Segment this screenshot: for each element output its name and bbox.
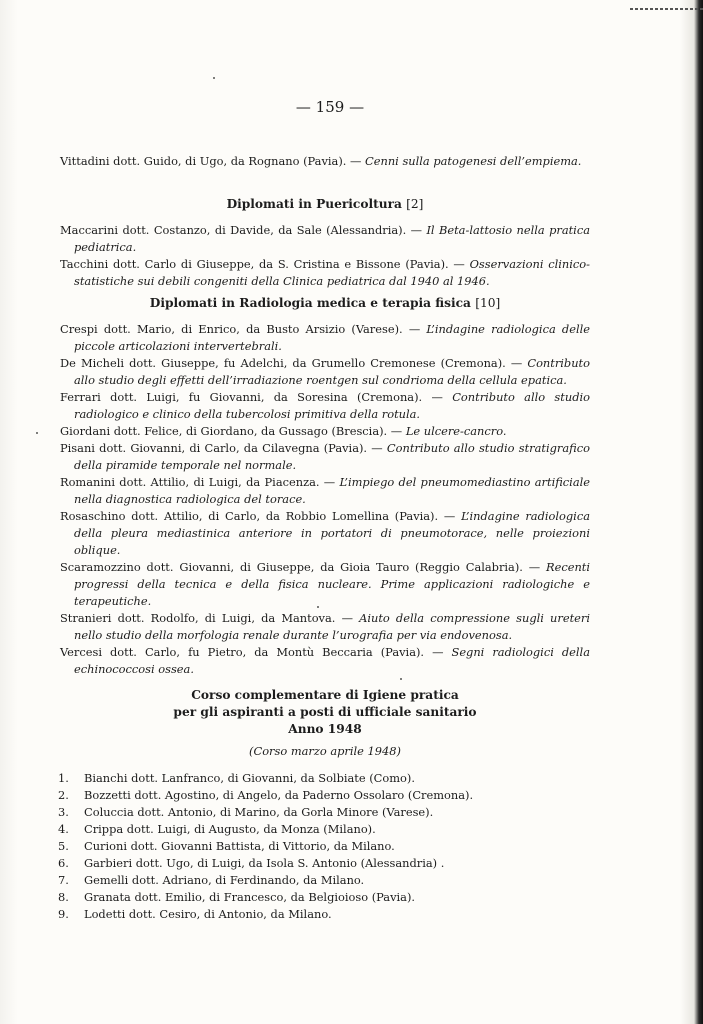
list-number: 5. [58,839,69,853]
entry [60,389,590,423]
list-number: 9. [58,907,69,921]
list-item [58,855,473,872]
puericoltura-list [60,222,590,290]
heading-line: per gli aspiranti a posti di ufficiale sanitario [173,705,477,719]
entry-author: Vercesi dott. Carlo, fu Pietro, da Montù Beccaria (Pavia). — [60,645,452,659]
list-text: Curioni dott. Giovanni Battista, di Vittorio, da Milano. [84,839,395,853]
list-text: Bozzetti dott. Agostino, di Angelo, da Paderno Ossolaro (Cremona). [84,788,474,802]
entry [60,256,590,290]
heading-text: Diplomati in Puericoltura [226,197,402,211]
list-item [58,906,473,923]
list-number: 8. [58,890,69,904]
entry-author: De Micheli dott. Giuseppe, fu Adelchi, da Grumello Cremonese (Cremona). — [60,356,528,370]
entry-thesis-title: Segni radiologici della echinococcosi ossea. [74,645,590,676]
entry-author: Crespi dott. Mario, di Enrico, da Busto Arsizio (Varese). — [60,322,427,336]
entry-thesis-title: L’indagine radiologica della pleura mediastinica anteriore in portatori di pneumotorace, nelle proiezioni oblique. [74,509,590,557]
entry-author: Stranieri dott. Rodolfo, di Luigi, da Mantova. — [60,611,360,625]
list-item [58,889,473,906]
intro-entry [60,153,590,170]
entry-thesis-title: Il Beta-lattosio nella pratica pediatrica. [74,223,590,254]
entry-thesis-title: Aiuto della compressione sugli ureteri nello studio della morfologia renale durante l’urografia per via endovenosa. [74,611,590,642]
entry [60,355,590,389]
entry-author: Giordani dott. Felice, di Giordano, da Gussago (Brescia). — [60,424,406,438]
scan-speck [213,77,215,79]
entry [60,559,590,610]
entry [60,610,590,644]
entry-thesis-title: L’indagine radiologica delle piccole articolazioni intervertebrali. [74,322,590,353]
entry-author: Ferrari dott. Luigi, fu Giovanni, da Soresina (Cremona). — [60,390,453,404]
entry-author: Scaramozzino dott. Giovanni, di Giuseppe, da Gioia Tauro (Reggio Calabria). — [60,560,546,574]
list-text: Garbieri dott. Ugo, di Luigi, da Isola S. Antonio (Alessandria) . [84,856,445,870]
list-item [58,787,473,804]
section-heading-puericoltura [60,197,590,211]
entry-thesis-title: Recenti progressi della tecnica e della fisica nucleare. Prime applicazioni radiologiche e terapeutiche. [74,560,590,608]
scan-speck [36,432,38,434]
list-item [58,770,473,787]
entry-author: Romanini dott. Attilio, di Luigi, da Piacenza. — [60,475,340,489]
entry-author: Pisani dott. Giovanni, di Carlo, da Cilavegna (Pavia). — [60,441,387,455]
list-item [58,821,473,838]
entry [60,508,590,559]
list-text: Crippa dott. Luigi, di Augusto, da Monza (Milano). [84,822,376,836]
entry-author: Rosaschino dott. Attilio, di Carlo, da Robbio Lomellina (Pavia). — [60,509,462,523]
entry-thesis-title: Cenni sulla patogenesi dell’empiema. [365,154,582,168]
list-item [58,838,473,855]
igiene-numbered-list [58,770,473,923]
list-item [58,872,473,889]
radiologia-list [60,321,590,678]
heading-count: [10] [475,296,501,310]
entry-thesis-title: L’impiego del pneumomediastino artificiale nella diagnostica radiologica del torace. [74,475,591,506]
section-heading-igiene [60,687,590,738]
entry-thesis-title: Le ulcere-cancro. [405,424,507,438]
entry-thesis-title: Contributo allo studio stratigrafico della piramide temporale nel normale. [74,441,590,472]
list-text: Lodetti dott. Cesiro, di Antonio, da Milano. [84,907,332,921]
list-text: Granata dott. Emilio, di Francesco, da Belgioioso (Pavia). [84,890,416,904]
entry [60,153,590,170]
list-number: 7. [58,873,69,887]
entry [60,440,590,474]
entry-author: Tacchini dott. Carlo di Giuseppe, da S. Cristina e Bissone (Pavia). — [60,257,470,271]
list-text: Gemelli dott. Adriano, di Ferdinando, da Milano. [84,873,365,887]
scan-speck [400,678,402,680]
entry [60,321,590,355]
entry-author: Maccarini dott. Costanzo, di Davide, da Sale (Alessandria). — [60,223,427,237]
entry [60,644,590,678]
section-heading-radiologia [60,296,590,310]
entry-thesis-title: Contributo allo studio degli effetti dell’irradiazione roentgen sul condrioma della cellula epatica. [74,356,590,387]
list-number: 1. [58,771,69,785]
entry-author: Vittadini dott. Guido, di Ugo, da Rognano (Pavia). — [60,154,366,168]
entry [60,423,590,440]
list-number: 4. [58,822,69,836]
list-item [58,804,473,821]
heading-count: [2] [406,197,424,211]
list-number: 2. [58,788,69,802]
list-number: 3. [58,805,69,819]
entry-thesis-title: Contributo allo studio radiologico e clinico della tubercolosi primitiva della rotula. [74,390,590,421]
heading-text: Diplomati in Radiologia medica e terapia fisica [149,296,471,310]
heading-line: Anno 1948 [288,722,362,736]
heading-line: Corso complementare di Igiene pratica [191,688,459,702]
list-number: 6. [58,856,69,870]
list-text: Bianchi dott. Lanfranco, di Giovanni, da Solbiate (Como). [84,771,415,785]
course-dates: (Corso marzo aprile 1948) [249,744,401,758]
entry-thesis-title: Osservazioni clinico-statistiche sui debili congeniti della Clinica pediatrica dal 1940 al 1946. [74,257,591,288]
list-text: Coluccia dott. Antonio, di Marino, da Gorla Minore (Varese). [84,805,434,819]
page-number: — 159 — [295,98,365,116]
scan-edge-mark [630,8,703,10]
entry [60,222,590,256]
entry [60,474,590,508]
